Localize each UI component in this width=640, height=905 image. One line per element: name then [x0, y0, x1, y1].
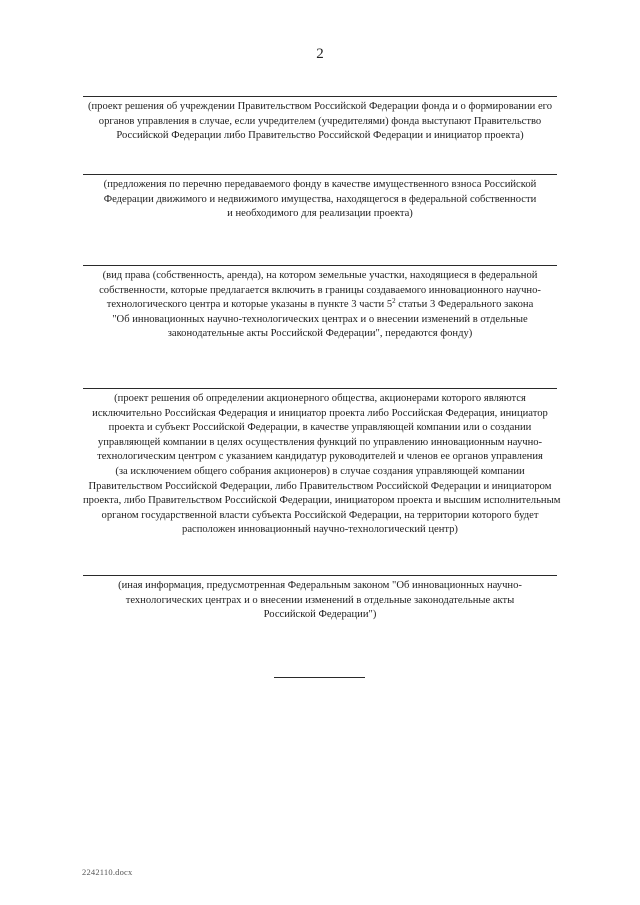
superscript: 2 — [392, 297, 396, 306]
caption-line: Российской Федерации либо Правительство Российской Федерации и инициатор проекта) — [116, 130, 524, 142]
caption-line: проекта и субъект Российской Федерации, в качестве управляющей компании или о создании — [108, 422, 532, 434]
blank-field-line-4 — [83, 388, 557, 389]
caption-text: статьи 3 Федерального закона — [395, 299, 534, 311]
caption-line: и необходимого для реализации проекта) — [227, 208, 413, 220]
document-id: 2242110.docx — [82, 867, 133, 877]
caption-line: проекта, либо Правительством Российской Федерации, инициатором проекта и высшим исполнительным — [83, 495, 561, 507]
caption-line: (предложения по перечню передаваемого фонду в качестве имущественного взноса Российской — [103, 179, 537, 190]
caption-line: исключительно Российская Федерация и инициатор проекта либо Российская Федерация, инициатор — [92, 407, 548, 419]
caption-line: Российской Федерации") — [263, 609, 377, 621]
caption-line: "Об инновационных научно-технологических центрах и о внесении изменений в отдельные — [112, 313, 528, 325]
blank-field-line-3 — [83, 265, 557, 266]
caption-land-rights — [83, 269, 557, 342]
caption-management-company — [83, 392, 561, 538]
caption-line: (проект решения об учреждении Правительством Российской Федерации фонда и о формировании его — [87, 101, 553, 112]
caption-line: (вид права (собственность, аренда), на котором земельные участки, находящиеся в федеральной — [102, 270, 538, 281]
caption-line: собственности, которые предлагается включить в границы создаваемого инновационного научно- — [99, 284, 541, 296]
caption-line: технологическим центром с указанием кандидатур руководителей и членов ее органов управления — [97, 451, 543, 463]
caption-line: (за исключением общего собрания акционеров) в случае создания управляющей компании — [115, 465, 525, 477]
caption-line: Федерации движимого и недвижимого имущества, находящегося в федеральной собственности — [103, 193, 537, 205]
blank-field-line-1 — [83, 96, 557, 97]
caption-line: Правительством Российской Федерации, либо Правительством Российской Федерации и инициатором — [88, 480, 552, 492]
end-of-document-line — [274, 677, 365, 678]
caption-line — [83, 298, 557, 313]
caption-line: (проект решения об определении акционерного общества, акционерами которого являются — [114, 393, 526, 404]
caption-founding-decision — [83, 100, 557, 144]
blank-field-line-2 — [83, 174, 557, 175]
page-number: 2 — [316, 46, 324, 62]
caption-line: (иная информация, предусмотренная Федеральным законом "Об инновационных научно- — [118, 580, 522, 591]
caption-line: технологических центрах и о внесении изменений в отдельные законодательные акты — [125, 594, 515, 606]
caption-line: расположен инновационный научно-технологический центр) — [182, 524, 458, 536]
blank-field-line-5 — [83, 575, 557, 576]
caption-line: органом государственной власти субъекта Российской Федерации, на территории которого будет — [101, 509, 539, 521]
caption-text: технологического центра и которые указаны в пункте 3 части 5 — [106, 299, 393, 311]
caption-property-list — [83, 178, 557, 222]
caption-line: законодательные акты Российской Федерации", передаются фонду) — [167, 328, 473, 340]
caption-line: управляющей компании в целях осуществления функций по управлению инновационным научно- — [97, 436, 543, 448]
caption-line: органов управления в случае, если учредителем (учредителями) фонда выступают Правительство — [98, 115, 542, 127]
caption-other-information — [83, 579, 557, 623]
